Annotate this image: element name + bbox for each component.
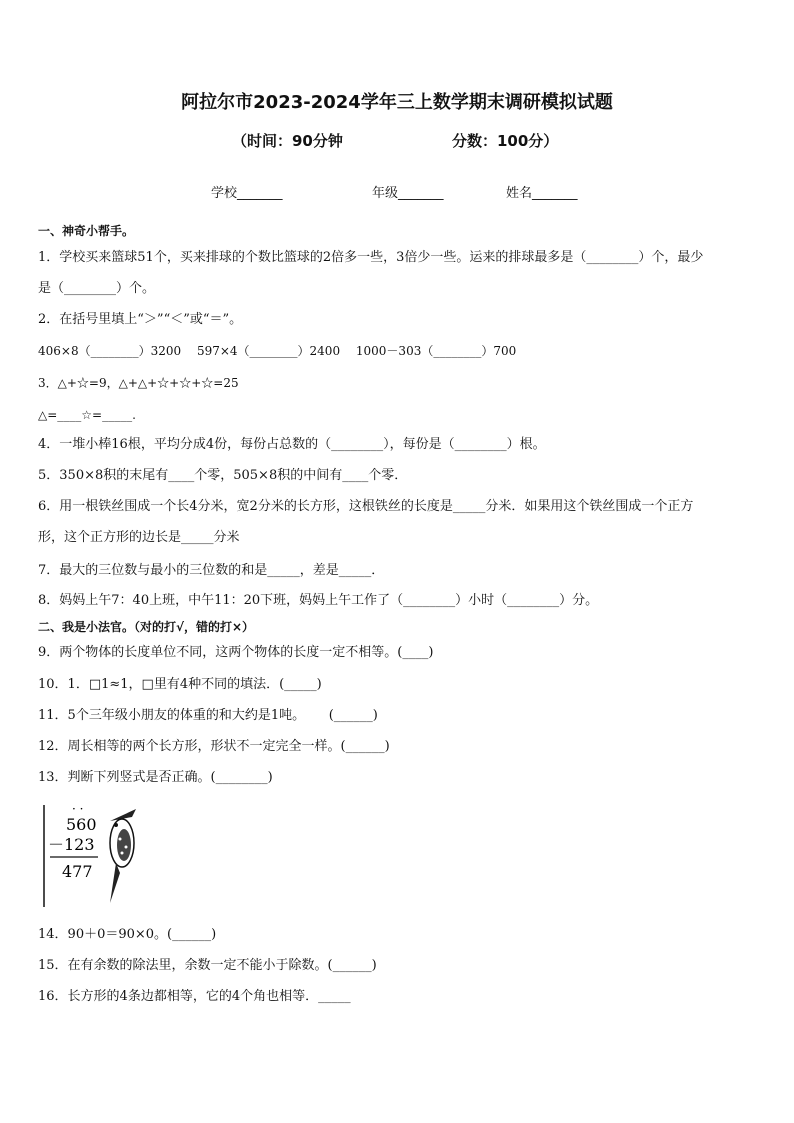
question-1-line-1: 1．学校买来篮球51个，买来排球的个数比篮球的2倍多一些，3倍少一些。运来的排球最多是（________）个，最少: [38, 250, 704, 265]
question-3-line-1: 3．△+☆=9，△+△+☆+☆+☆=25: [38, 376, 239, 390]
result: 477: [62, 862, 93, 881]
question-4: 4．一堆小棒16根，平均分成4份，每份占总数的（________），每份是（________）根。: [38, 437, 546, 452]
question-10: 10．1．□1≈1，□里有4种不同的填法．(_____): [38, 677, 322, 692]
exam-time: （时间：90分钟: [232, 132, 343, 150]
section-heading-2: 二、我是小法官。（对的打√，错的打×）: [38, 620, 255, 634]
question-1-line-2: 是（________）个。: [38, 281, 156, 296]
question-12: 12．周长相等的两个长方形，形状不一定完全一样。(______): [38, 739, 390, 754]
page-title: 阿拉尔市2023-2024学年三上数学期末调研模拟试题: [181, 92, 613, 113]
woodpecker-icon: [110, 809, 136, 903]
vertical-subtraction-figure: [40, 803, 150, 911]
question-15: 15．在有余数的除法里，余数一定不能小于除数。(______): [38, 958, 377, 973]
question-14: 14．90＋0＝90×0。(______): [38, 927, 217, 942]
question-13: 13．判断下列竖式是否正确。(________): [38, 770, 273, 785]
question-5: 5．350×8积的末尾有____个零，505×8积的中间有____个零．: [38, 468, 408, 483]
question-2-items: 406×8（________）3200 597×4（________）2400 1000－303（________）700: [38, 344, 517, 358]
question-7: 7．最大的三位数与最小的三位数的和是_____，差是_____．: [38, 563, 385, 578]
grade-field: 年级_______: [372, 186, 444, 201]
question-3-line-2: △=____☆=_____.: [38, 408, 136, 422]
carry-dots: · ·: [72, 803, 84, 816]
name-field: 姓名_______: [506, 186, 578, 201]
question-11: 11．5个三年级小朋友的体重的和大约是1吨。 (______): [38, 708, 378, 723]
exam-score: 分数：100分）: [452, 132, 559, 150]
section-heading-1: 一、神奇小帮手。: [38, 224, 135, 238]
school-field: 学校_______: [211, 186, 283, 201]
question-9: 9．两个物体的长度单位不同，这两个物体的长度一定不相等。(____): [38, 645, 434, 660]
minuend: 560: [66, 815, 97, 834]
question-6-line-1: 6．用一根铁丝围成一个长4分米，宽2分米的长方形，这根铁丝的长度是_____分米．如果用这个铁丝围成一个正方: [38, 499, 694, 514]
question-2: 2．在括号里填上“＞”“＜”或“＝”。: [38, 312, 243, 327]
subtrahend: －123: [48, 835, 95, 854]
question-8: 8．妈妈上午7：40上班，中午11：20下班，妈妈上午工作了（________）小时（________）分。: [38, 593, 599, 608]
question-6-line-2: 形，这个正方形的边长是_____分米: [38, 530, 240, 545]
question-16: 16．长方形的4条边都相等，它的4个角也相等．_____: [38, 989, 351, 1004]
